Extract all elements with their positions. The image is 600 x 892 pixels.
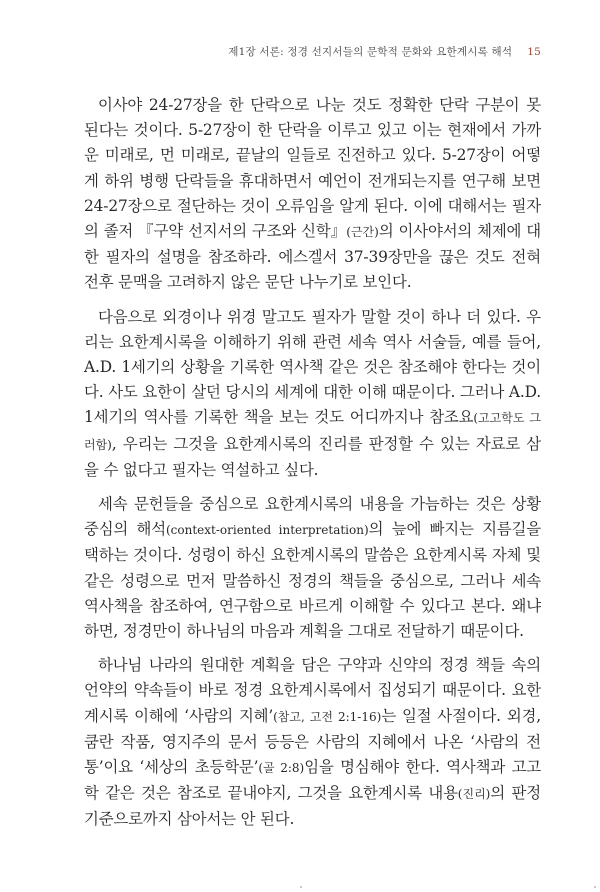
body-text-run: 세속 문헌들을 중심으로 요한계시록의 내용을 가늠하는 것은 상황 중심의 해석 — [84, 495, 541, 539]
body-text-block — [84, 93, 541, 842]
page-number: 15 — [527, 46, 541, 58]
paragraph — [84, 653, 541, 832]
paragraph — [84, 492, 541, 644]
parenthetical-note: (고고학도 그러함) — [84, 411, 541, 452]
scan-artifact-dot — [594, 886, 596, 888]
parenthetical-note: (골 2:8) — [258, 761, 305, 776]
body-text-run: 의 늪에 빠지는 지름길을 택하는 것이다. 성령이 하신 요한계시록의 말씀은 요한계시록 자체 및 같은 성령으로 먼저 말씀하신 정경의 책들을 중심으로, 그러나 세속 역사책을 참조하여, 연구함으로 바르게 이해할 수 있다고 본다. 왜냐하면, 정경만이 하나님의 마음과 계획을 그대로 전달하기 때문이다. — [84, 520, 541, 641]
parenthetical-note: (참고, 고전 2:1-16) — [273, 709, 382, 724]
parenthetical-note: (근간) — [346, 225, 379, 240]
paragraph — [84, 93, 541, 296]
parenthetical-note: (context-oriented interpretation) — [165, 523, 369, 538]
paragraph — [84, 305, 541, 483]
body-text-run: 의 판정 기준으로까지 삼아서는 안 된다. — [84, 784, 541, 829]
body-text-run: 는 일절 사절이다. 외경, 쿰란 작품, 영지주의 문서 등등은 사람의 지혜에서 나온 ‘사람의 전통’이요 ‘세상의 초등학문’ — [84, 706, 541, 777]
parenthetical-note: (진리) — [457, 787, 491, 802]
body-text-run: 다음으로 외경이나 위경 말고도 필자가 말할 것이 하나 더 있다. 우리는 요한계시록을 이해하기 위해 관련 세속 역사 서술들, 예를 들어, A.D. 1세기의 상황을 기록한 역사책 같은 것은 참조해야 한다는 것이다. 사도 요한이 살던 당시의 세계에 대한 이해 때문이다. 그러나 A.D. 1세기의 역사를 기록한 책을 보는 것도 어디까지나 참조요 — [84, 307, 541, 427]
body-text-run: , 우리는 그것을 요한계시록의 진리를 판정할 수 있는 자료로 삼을 수 없다고 필자는 역설하고 싶다. — [84, 434, 541, 479]
running-head — [228, 44, 541, 59]
body-text-run: 임을 명심해야 한다. 역사책과 고고학 같은 것은 참조로 끝내야지, 그것을 요한계시록 내용 — [84, 758, 541, 803]
body-text-run: 의 이사야서의 체제에 대한 필자의 설명을 참조하라. 에스겔서 37-39장만을 끊은 것도 전혀 전후 문맥을 고려하지 않은 문단 나누기로 보인다. — [84, 222, 541, 292]
body-text-run: 이사야 24-27장을 한 단락으로 나눈 것도 정확한 단락 구분이 못 된다는 것이다. 5-27장이 한 단락을 이루고 있고 이는 현재에서 가까운 미래로, 먼 미래로, 끝날의 일들로 진전하고 있다. 5-27장이 어떻게 하위 병행 단락들을 휴대하면서 예언이 전개되는지를 연구해 보면 24-27장으로 절단하는 것이 오류임을 알게 된다. 이에 대해서는 필자의 졸저 『구약 선지서의 구조와 신학』 — [84, 96, 541, 241]
body-text-run: 하나님 나라의 원대한 계획을 담은 구약과 신약의 정경 책들 속의 언약의 약속들이 바로 정경 요한계시록에서 집성되기 때문이다. 요한계시록 이해에 ‘사람의 지혜’ — [84, 656, 541, 725]
chapter-header-title: 제1장 서론: 정경 선지서들의 문학적 문화와 요한계시록 해석 — [228, 46, 513, 58]
scan-artifact-dot — [300, 886, 302, 888]
